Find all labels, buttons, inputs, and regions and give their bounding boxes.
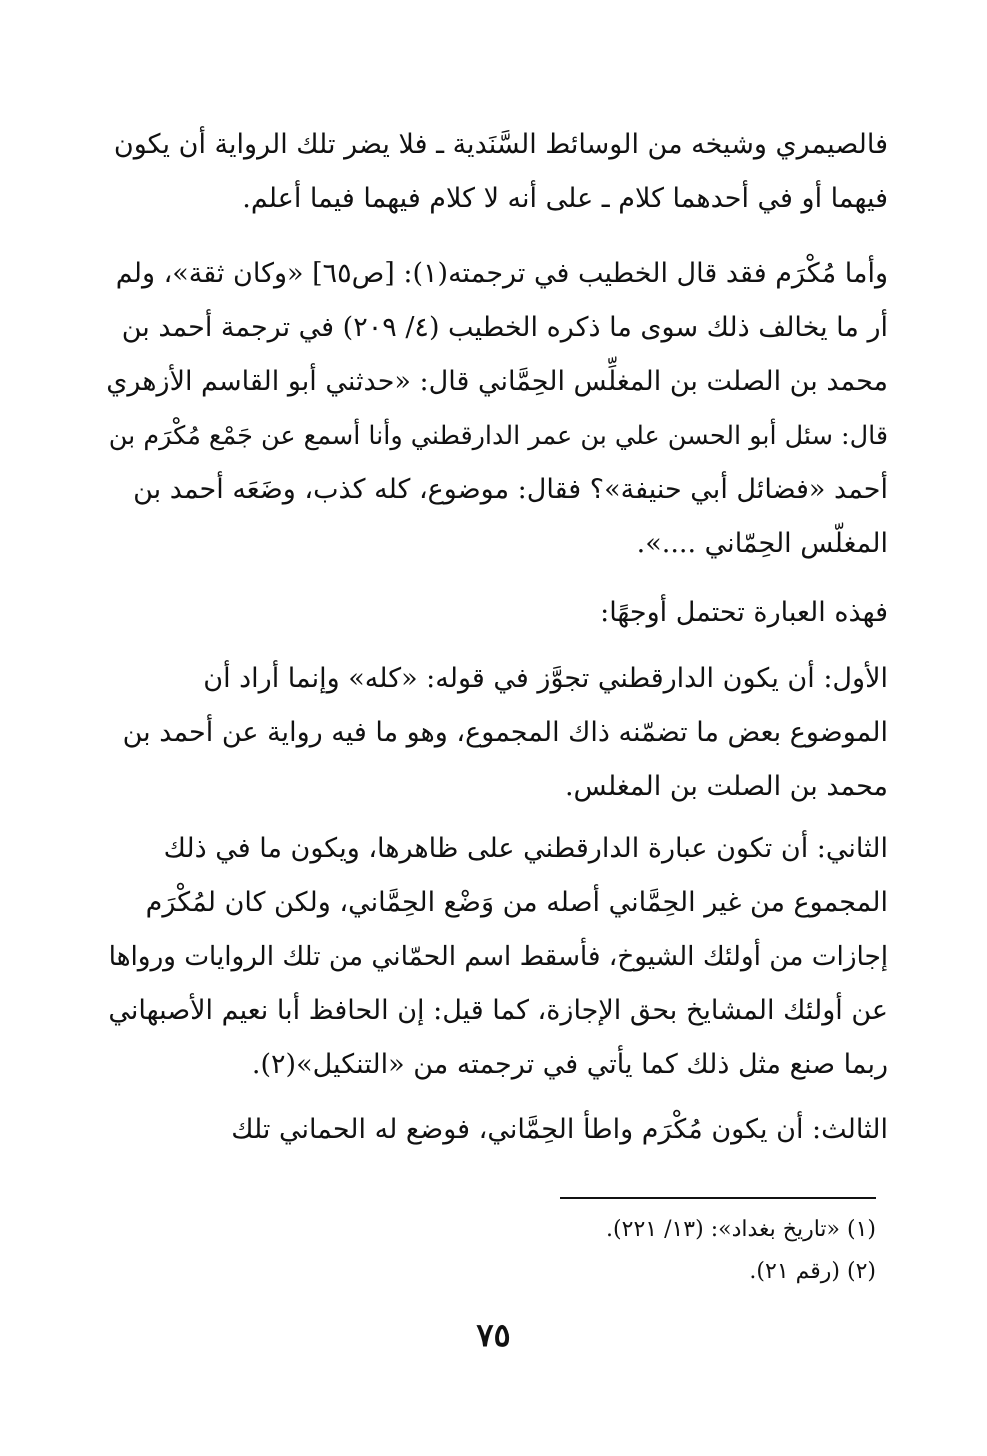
- text-line: محمد بن الصلت بن المغلِّس الحِمَّاني قال: «حدثني أبو القاسم الأزهري: [106, 366, 888, 397]
- page-number: ٧٥: [476, 1316, 511, 1354]
- text-line: أحمد «فضائل أبي حنيفة»؟ فقال: موضوع، كله كذب، وضَعَه أحمد بن: [133, 474, 888, 505]
- text-line: الثالث: أن يكون مُكْرَم واطأ الحِمَّاني، فوضع له الحماني تلك: [231, 1114, 888, 1145]
- paragraph-3: [100, 586, 888, 640]
- text-line: فيهما أو في أحدهما كلام ـ على أنه لا كلام فيهما فيما أعلم.: [242, 183, 888, 214]
- text-line: قال: سئل أبو الحسن علي بن عمر الدارقطني وأنا أسمع عن جَمْع مُكْرَم بن: [108, 421, 888, 451]
- text-line: الموضوع بعض ما تضمّنه ذاك المجموع، وهو ما فيه رواية عن أحمد بن: [122, 717, 888, 748]
- text-line: المجموع من غير الحِمَّاني أصله من وَضْع الحِمَّاني، ولكن كان لمُكْرَم: [145, 887, 888, 918]
- text-line: عن أولئك المشايخ بحق الإجازة، كما قيل: إن الحافظ أبا نعيم الأصبهاني: [108, 995, 888, 1026]
- paragraph-1: [100, 118, 888, 226]
- paragraph-6: [100, 1103, 888, 1157]
- text-line: فالصيمري وشيخه من الوسائط السَّنَدية ـ فلا يضر تلك الرواية أن يكون: [113, 129, 888, 160]
- text-line: محمد بن الصلت بن المغلس.: [564, 771, 888, 802]
- text-line: المغلّس الحِمّاني ....».: [636, 528, 888, 559]
- footnote-1: (١) «تاريخ بغداد»: (١٣/ ٢٢١).: [606, 1217, 876, 1242]
- text-line: فهذه العبارة تحتمل أوجهًا:: [600, 597, 888, 628]
- text-line: إجازات من أولئك الشيوخ، فأسقط اسم الحمّاني من تلك الروايات ورواها: [108, 942, 888, 972]
- footnote-divider: [560, 1197, 876, 1199]
- text-line: أر ما يخالف ذلك سوى ما ذكره الخطيب (٤/ ٢٠٩) في ترجمة أحمد بن: [121, 312, 888, 343]
- paragraph-5: [100, 822, 888, 1092]
- text-line: وأما مُكْرَم فقد قال الخطيب في ترجمته(١): [ص٦٥] «وكان ثقة»، ولم: [115, 258, 888, 289]
- footnote-2: (٢) (رقم ٢١).: [749, 1259, 876, 1284]
- paragraph-2: [100, 247, 888, 571]
- paragraph-4: [100, 652, 888, 814]
- text-line: الثاني: أن تكون عبارة الدارقطني على ظاهرها، ويكون ما في ذلك: [163, 833, 888, 864]
- text-line: ربما صنع مثل ذلك كما يأتي في ترجمته من «التنكيل»(٢).: [251, 1049, 888, 1080]
- text-line: الأول: أن يكون الدارقطني تجوَّز في قوله: «كله» وإنما أراد أن: [203, 663, 888, 694]
